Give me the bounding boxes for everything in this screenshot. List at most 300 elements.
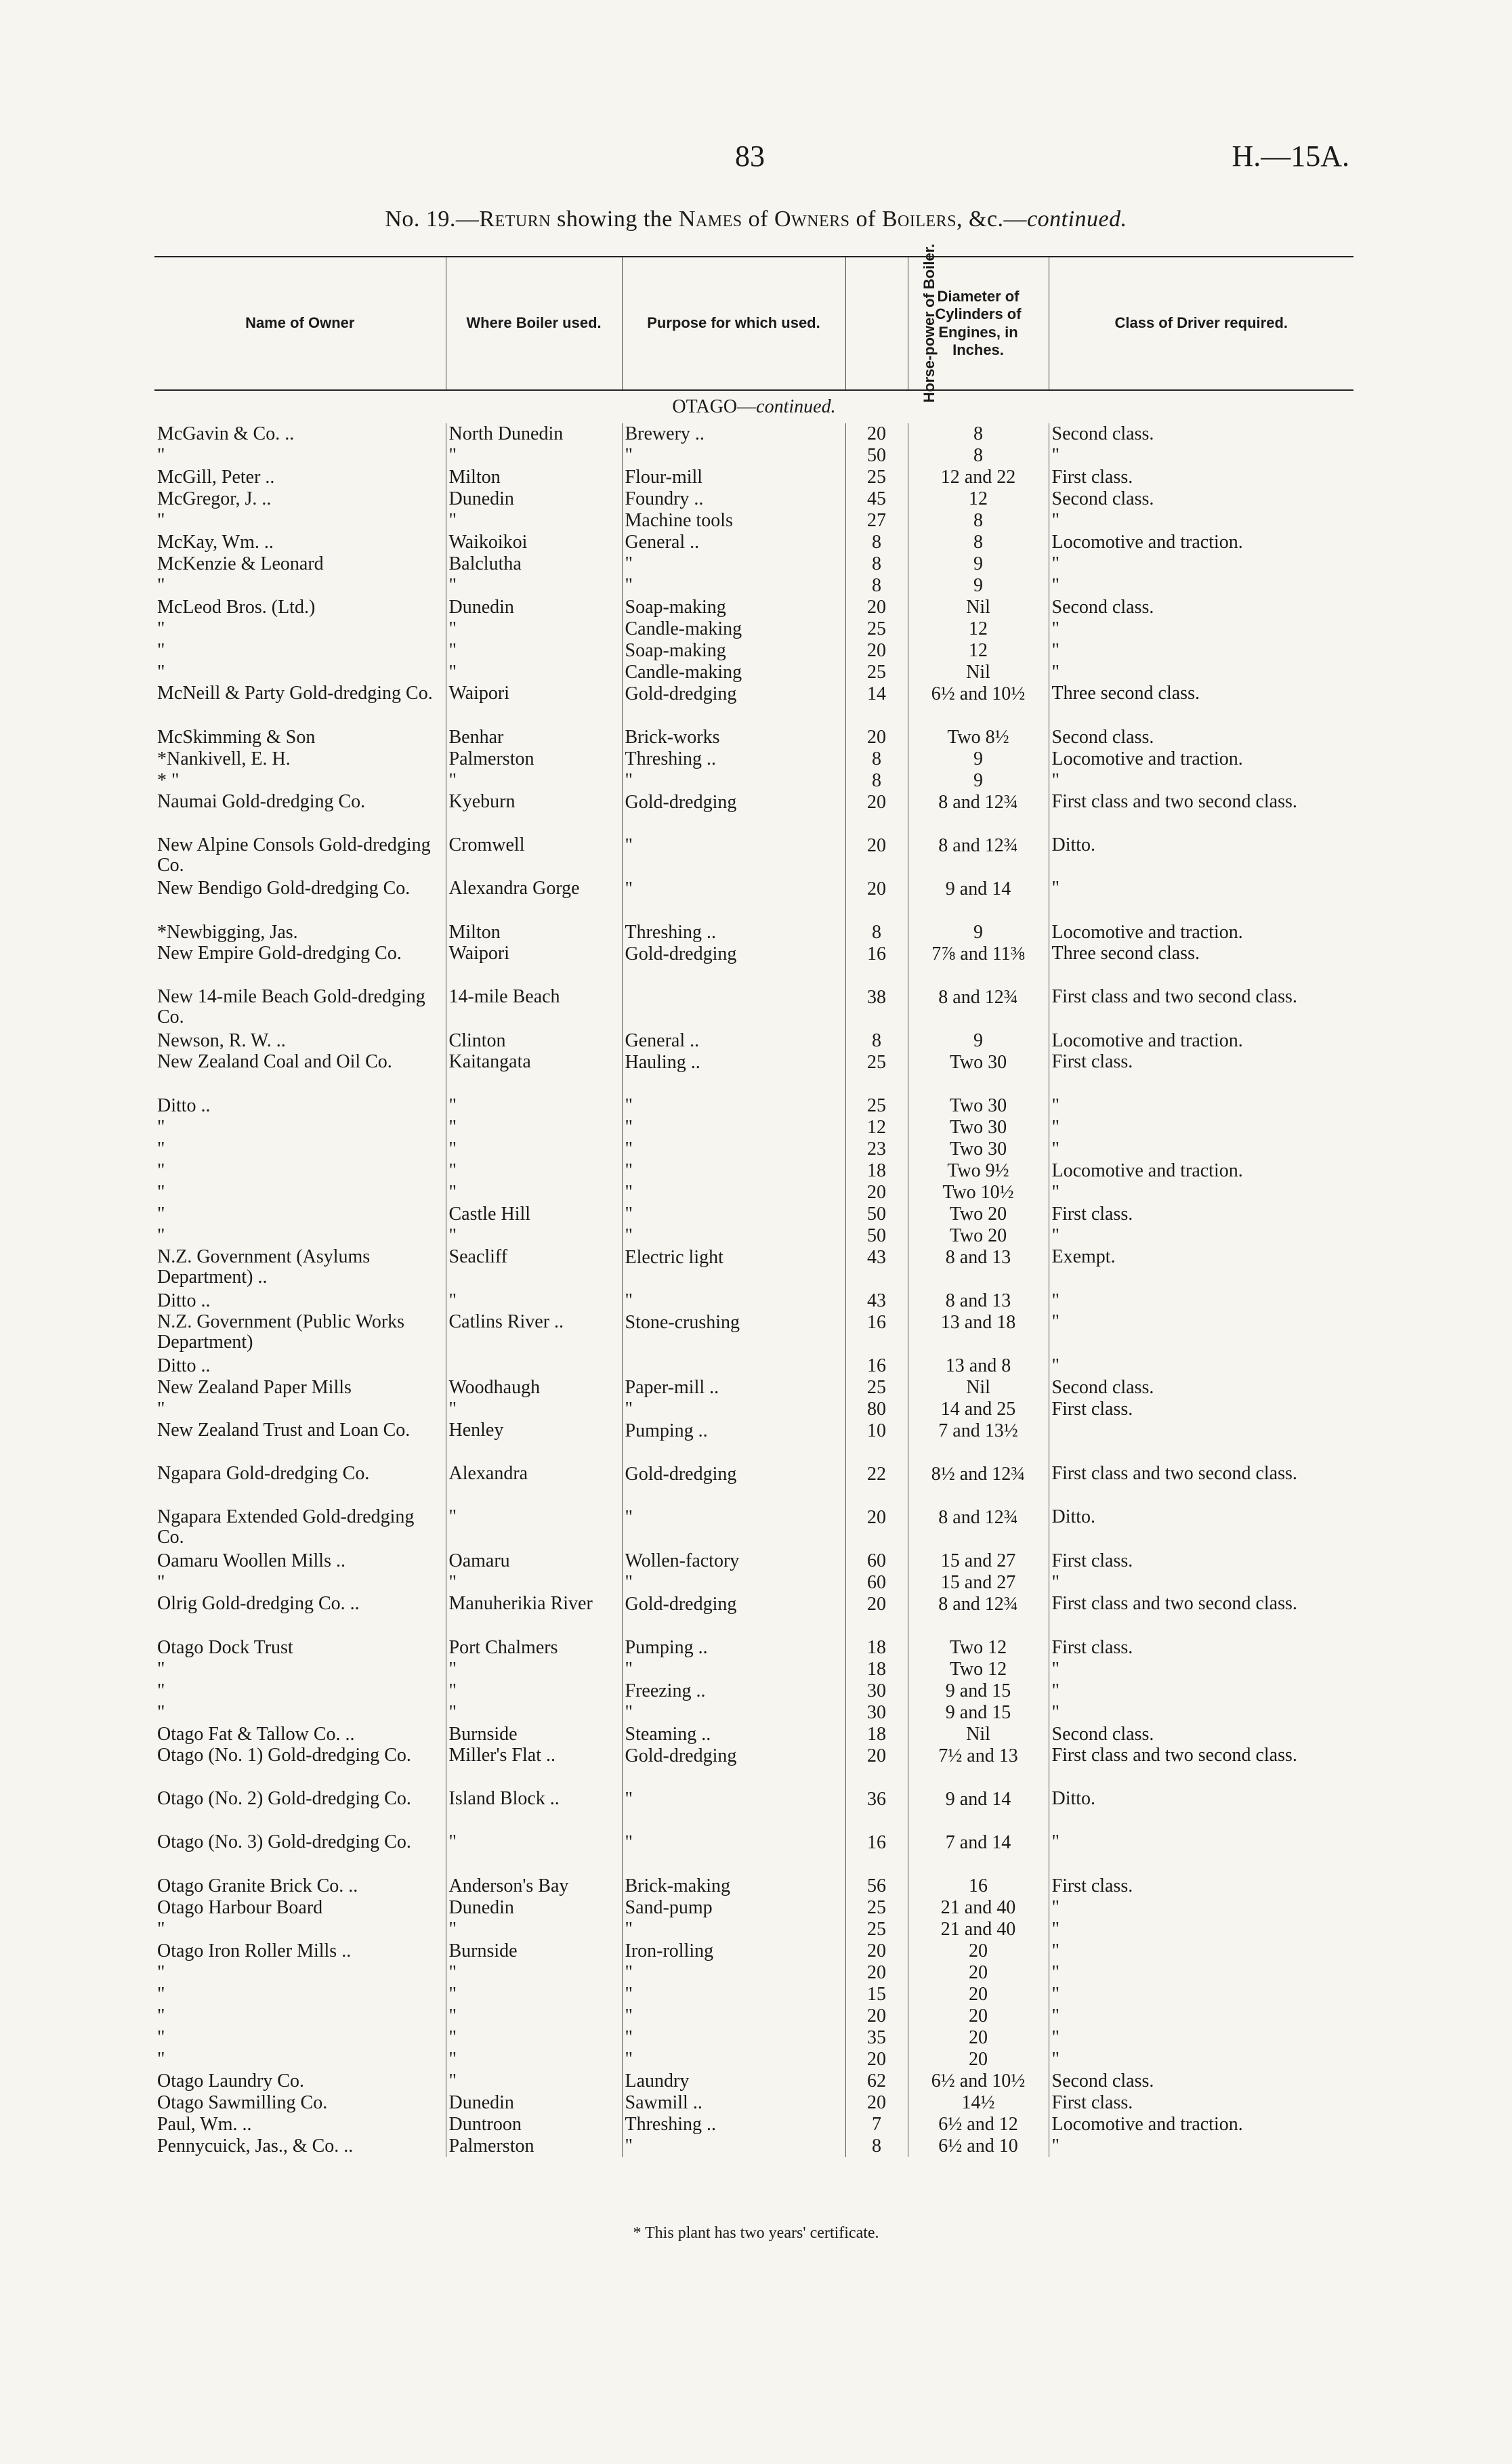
cell-owner: McLeod Bros. (Ltd.)	[157, 597, 316, 618]
cell-hp: 38	[845, 987, 908, 1030]
table-row	[154, 575, 1353, 597]
cell-dia: 20	[908, 2005, 1049, 2027]
cell-dia: 8½ and 12¾	[908, 1464, 1049, 1507]
cell-cls: Locomotive and traction.	[1049, 748, 1353, 770]
cell-where: Castle Hill	[446, 1204, 622, 1225]
cell-purpose: Wollen-factory	[622, 1550, 845, 1572]
cell-owner: "	[157, 618, 165, 639]
cell-dia: 21 and 40	[908, 1897, 1049, 1919]
cell-dia: Two 20	[908, 1204, 1049, 1225]
cell-where: Balclutha	[446, 553, 622, 575]
cell-owner: New 14-mile Beach Gold-dredging Co.	[157, 987, 425, 1027]
cell-cls: Ditto.	[1049, 835, 1353, 878]
cell-where: Catlins River ..	[446, 1312, 622, 1355]
cell-dia: 12 and 22	[908, 467, 1049, 488]
document-title: No. 19.—Return showing the Names of Owners of Boilers, &c.—continued.	[385, 207, 1127, 232]
cell-where: "	[446, 1182, 622, 1204]
cell-owner: "	[157, 1399, 165, 1420]
cell-purpose: Sawmill ..	[622, 2092, 845, 2114]
boiler-returns-table	[154, 244, 1353, 2157]
cell-where: Benhar	[446, 727, 622, 748]
cell-cls: "	[1049, 1182, 1353, 1204]
table-row	[154, 878, 1353, 922]
cell-cls: Second class.	[1049, 423, 1353, 445]
cell-owner: "	[157, 1962, 165, 1983]
cell-cls: "	[1049, 553, 1353, 575]
cell-purpose: "	[622, 1204, 845, 1225]
cell-where: "	[446, 662, 622, 683]
cell-where: Milton	[446, 467, 622, 488]
cell-where: "	[446, 1572, 622, 1594]
cell-where: "	[446, 1962, 622, 1984]
cell-purpose: Gold-dredging	[622, 1594, 845, 1637]
table-row	[154, 1962, 1353, 1984]
cell-purpose: "	[622, 1095, 845, 1117]
cell-dia: Two 30	[908, 1117, 1049, 1139]
cell-dia: Two 10½	[908, 1182, 1049, 1204]
table-row	[154, 1377, 1353, 1399]
table-row	[154, 2005, 1353, 2027]
table-row	[154, 1875, 1353, 1897]
cell-purpose: Soap-making	[622, 640, 845, 662]
cell-dia: Two 12	[908, 1637, 1049, 1659]
cell-cls: First class.	[1049, 1875, 1353, 1897]
cell-owner: "	[157, 1160, 165, 1181]
cell-purpose: Brick-making	[622, 1875, 845, 1897]
table-row	[154, 1594, 1353, 1637]
table-row	[154, 1204, 1353, 1225]
cell-cls: "	[1049, 1702, 1353, 1724]
table-row	[154, 922, 1353, 943]
cell-where: "	[446, 2049, 622, 2070]
cell-owner: Newson, R. W. ..	[157, 1030, 286, 1051]
cell-where: "	[446, 1659, 622, 1680]
cell-cls: Exempt.	[1049, 1247, 1353, 1290]
cell-hp: 8	[845, 770, 908, 792]
cell-cls: "	[1049, 1940, 1353, 1962]
cell-hp: 16	[845, 943, 908, 987]
cell-owner: "	[157, 1139, 165, 1160]
cell-cls: "	[1049, 770, 1353, 792]
cell-cls: Ditto.	[1049, 1789, 1353, 1832]
cell-hp: 16	[845, 1355, 908, 1377]
cell-hp: 23	[845, 1139, 908, 1160]
cell-dia: 12	[908, 488, 1049, 510]
cell-purpose: Gold-dredging	[622, 792, 845, 835]
table-row	[154, 618, 1353, 640]
cell-dia: Nil	[908, 1724, 1049, 1745]
cell-dia: 9 and 15	[908, 1680, 1049, 1702]
table-row	[154, 2049, 1353, 2070]
cell-hp: 20	[845, 1182, 908, 1204]
cell-dia: 14½	[908, 2092, 1049, 2114]
cell-dia: 8 and 13	[908, 1247, 1049, 1290]
cell-cls: "	[1049, 618, 1353, 640]
cell-where: Henley	[446, 1420, 622, 1464]
cell-cls: First class and two second class.	[1049, 987, 1353, 1030]
cell-cls: "	[1049, 1832, 1353, 1875]
table-row	[154, 2114, 1353, 2136]
cell-where	[446, 1355, 622, 1377]
document-reference: H.—15A.	[1232, 140, 1349, 173]
cell-hp: 20	[845, 2005, 908, 2027]
cell-owner: "	[157, 1182, 165, 1203]
table-row	[154, 488, 1353, 510]
cell-dia: 6½ and 10	[908, 2136, 1049, 2157]
region-heading-row	[154, 390, 1353, 423]
cell-hp: 20	[845, 2049, 908, 2070]
cell-where: Kyeburn	[446, 792, 622, 835]
cell-cls: Second class.	[1049, 597, 1353, 618]
cell-purpose: Gold-dredging	[622, 1464, 845, 1507]
cell-where: "	[446, 1702, 622, 1724]
table-row	[154, 2027, 1353, 2049]
cell-purpose: "	[622, 1984, 845, 2005]
header-purpose: Purpose for which used.	[622, 257, 845, 390]
cell-where: "	[446, 1399, 622, 1420]
cell-purpose: Steaming ..	[622, 1724, 845, 1745]
cell-dia: 8	[908, 510, 1049, 532]
cell-where: Dunedin	[446, 1897, 622, 1919]
cell-purpose: Hauling ..	[622, 1052, 845, 1095]
cell-hp: 50	[845, 445, 908, 467]
table-row	[154, 1464, 1353, 1507]
table-row	[154, 727, 1353, 748]
cell-dia: 20	[908, 1940, 1049, 1962]
cell-owner: "	[157, 662, 165, 683]
cell-owner: Otago (No. 2) Gold-dredging Co.	[157, 1789, 411, 1809]
cell-purpose: Gold-dredging	[622, 943, 845, 987]
cell-hp: 8	[845, 1030, 908, 1052]
cell-dia: 21 and 40	[908, 1919, 1049, 1940]
cell-purpose: "	[622, 1160, 845, 1182]
cell-purpose: Machine tools	[622, 510, 845, 532]
cell-purpose: "	[622, 1182, 845, 1204]
cell-hp: 20	[845, 878, 908, 922]
cell-hp: 18	[845, 1637, 908, 1659]
cell-where: Dunedin	[446, 597, 622, 618]
cell-cls: "	[1049, 1680, 1353, 1702]
cell-purpose: "	[622, 2005, 845, 2027]
table-row	[154, 1247, 1353, 1290]
cell-where: Burnside	[446, 1724, 622, 1745]
cell-dia: 20	[908, 1984, 1049, 2005]
cell-purpose: Pumping ..	[622, 1420, 845, 1464]
table-row	[154, 423, 1353, 445]
cell-where: "	[446, 2070, 622, 2092]
cell-dia: 8	[908, 532, 1049, 553]
cell-hp: 30	[845, 1680, 908, 1702]
cell-purpose: Stone-crushing	[622, 1312, 845, 1355]
cell-owner: Ngapara Gold-dredging Co.	[157, 1464, 370, 1484]
table-row	[154, 2070, 1353, 2092]
region-heading: OTAGO—continued.	[672, 396, 836, 417]
header-class: Class of Driver required.	[1049, 257, 1353, 390]
cell-dia: 7 and 13½	[908, 1420, 1049, 1464]
cell-dia: Two 8½	[908, 727, 1049, 748]
cell-dia: 8 and 12¾	[908, 835, 1049, 878]
cell-purpose: Gold-dredging	[622, 683, 845, 727]
cell-purpose: "	[622, 1832, 845, 1875]
cell-owner: "	[157, 1225, 165, 1246]
cell-where: Woodhaugh	[446, 1377, 622, 1399]
cell-purpose: "	[622, 1507, 845, 1550]
cell-cls: First class and two second class.	[1049, 792, 1353, 835]
cell-owner: *Newbigging, Jas.	[157, 922, 298, 943]
cell-dia: 12	[908, 618, 1049, 640]
cell-purpose: Laundry	[622, 2070, 845, 2092]
cell-purpose: "	[622, 1139, 845, 1160]
cell-owner: Otago Fat & Tallow Co. ..	[157, 1724, 355, 1745]
cell-hp: 8	[845, 922, 908, 943]
table-row	[154, 1117, 1353, 1139]
cell-dia: 8 and 12¾	[908, 1507, 1049, 1550]
cell-where: Manuherikia River	[446, 1594, 622, 1637]
cell-hp: 30	[845, 1702, 908, 1724]
cell-owner: "	[157, 575, 165, 596]
table-row	[154, 1355, 1353, 1377]
cell-dia: 9	[908, 748, 1049, 770]
cell-dia: 7 and 14	[908, 1832, 1049, 1875]
table-row	[154, 1702, 1353, 1724]
cell-dia: 16	[908, 1875, 1049, 1897]
cell-hp: 50	[845, 1225, 908, 1247]
cell-cls: "	[1049, 640, 1353, 662]
cell-owner: Olrig Gold-dredging Co. ..	[157, 1594, 360, 1614]
header-owner: Name of Owner	[154, 257, 446, 390]
cell-hp: 20	[845, 1940, 908, 1962]
cell-hp: 56	[845, 1875, 908, 1897]
cell-owner: Otago Iron Roller Mills ..	[157, 1940, 352, 1961]
cell-cls: Second class.	[1049, 2070, 1353, 2092]
cell-purpose: Soap-making	[622, 597, 845, 618]
cell-cls: "	[1049, 1139, 1353, 1160]
table-row	[154, 1789, 1353, 1832]
cell-where: Palmerston	[446, 748, 622, 770]
table-row	[154, 1637, 1353, 1659]
table-row	[154, 1745, 1353, 1789]
cell-owner: Ngapara Extended Gold-dredging Co.	[157, 1507, 415, 1548]
cell-dia: 20	[908, 1962, 1049, 1984]
cell-hp: 25	[845, 1095, 908, 1117]
cell-hp: 80	[845, 1399, 908, 1420]
cell-cls: Three second class.	[1049, 683, 1353, 727]
cell-dia: 14 and 25	[908, 1399, 1049, 1420]
cell-where: "	[446, 510, 622, 532]
cell-hp: 15	[845, 1984, 908, 2005]
cell-owner: Otago Harbour Board	[157, 1897, 323, 1918]
cell-cls: Second class.	[1049, 488, 1353, 510]
table-row	[154, 1572, 1353, 1594]
table-row	[154, 1507, 1353, 1550]
cell-dia: Two 12	[908, 1659, 1049, 1680]
cell-dia: Two 30	[908, 1052, 1049, 1095]
cell-hp: 20	[845, 1745, 908, 1789]
cell-hp: 50	[845, 1204, 908, 1225]
cell-where: "	[446, 1919, 622, 1940]
cell-purpose: "	[622, 878, 845, 922]
cell-dia: 7½ and 13	[908, 1745, 1049, 1789]
cell-hp: 20	[845, 597, 908, 618]
cell-dia: 20	[908, 2049, 1049, 2070]
cell-purpose: Threshing ..	[622, 2114, 845, 2136]
cell-where: North Dunedin	[446, 423, 622, 445]
cell-purpose: Pumping ..	[622, 1637, 845, 1659]
cell-purpose: Candle-making	[622, 662, 845, 683]
table-row	[154, 748, 1353, 770]
cell-dia: 6½ and 12	[908, 2114, 1049, 2136]
cell-where: "	[446, 1984, 622, 2005]
table-row	[154, 662, 1353, 683]
cell-owner: "	[157, 1117, 165, 1138]
cell-where: "	[446, 1832, 622, 1875]
table-row	[154, 553, 1353, 575]
cell-owner: *Nankivell, E. H.	[157, 748, 291, 769]
cell-where: Duntroon	[446, 2114, 622, 2136]
table-row	[154, 1832, 1353, 1875]
cell-purpose: "	[622, 553, 845, 575]
cell-hp: 62	[845, 2070, 908, 2092]
footnote: * This plant has two years' certificate.	[633, 2224, 879, 2242]
cell-purpose: "	[622, 1702, 845, 1724]
cell-dia: Nil	[908, 662, 1049, 683]
cell-purpose: "	[622, 835, 845, 878]
cell-dia: 8 and 12¾	[908, 792, 1049, 835]
cell-where: "	[446, 1225, 622, 1247]
table-row	[154, 987, 1353, 1030]
cell-where: Port Chalmers	[446, 1637, 622, 1659]
cell-owner: "	[157, 1702, 165, 1723]
cell-where: "	[446, 618, 622, 640]
cell-purpose: "	[622, 2027, 845, 2049]
cell-cls: "	[1049, 510, 1353, 532]
cell-dia: 8	[908, 445, 1049, 467]
cell-where: "	[446, 2005, 622, 2027]
cell-hp: 27	[845, 510, 908, 532]
cell-hp: 36	[845, 1789, 908, 1832]
table-row	[154, 1052, 1353, 1095]
table-row	[154, 1984, 1353, 2005]
cell-hp: 18	[845, 1659, 908, 1680]
cell-hp: 20	[845, 835, 908, 878]
cell-owner: "	[157, 2027, 165, 2048]
table-row	[154, 1680, 1353, 1702]
table-row	[154, 2136, 1353, 2157]
cell-purpose: "	[622, 1919, 845, 1940]
header-horsepower: Horse-power of Boiler.	[845, 257, 908, 390]
cell-owner: Otago Sawmilling Co.	[157, 2092, 328, 2113]
cell-cls: "	[1049, 1355, 1353, 1377]
cell-hp: 10	[845, 1420, 908, 1464]
header-where: Where Boiler used.	[446, 257, 622, 390]
cell-cls: First class.	[1049, 1204, 1353, 1225]
cell-owner: New Zealand Trust and Loan Co.	[157, 1420, 411, 1441]
cell-dia: Two 30	[908, 1095, 1049, 1117]
cell-hp: 25	[845, 662, 908, 683]
cell-hp: 8	[845, 553, 908, 575]
table-row	[154, 1420, 1353, 1464]
cell-dia: 9 and 15	[908, 1702, 1049, 1724]
table-row	[154, 1659, 1353, 1680]
cell-cls	[1049, 1420, 1353, 1464]
table-row	[154, 1095, 1353, 1117]
cell-owner: "	[157, 2049, 165, 2070]
cell-dia: 8 and 12¾	[908, 987, 1049, 1030]
cell-purpose: Iron-rolling	[622, 1940, 845, 1962]
table-row	[154, 770, 1353, 792]
cell-cls: Locomotive and traction.	[1049, 1030, 1353, 1052]
cell-where: "	[446, 770, 622, 792]
cell-purpose: Electric light	[622, 1247, 845, 1290]
cell-where: "	[446, 2027, 622, 2049]
cell-hp: 45	[845, 488, 908, 510]
cell-owner: McNeill & Party Gold-dredging Co.	[157, 683, 433, 704]
cell-owner: "	[157, 1680, 165, 1701]
table-row	[154, 640, 1353, 662]
cell-purpose: Candle-making	[622, 618, 845, 640]
cell-hp: 20	[845, 1594, 908, 1637]
cell-dia: 9 and 14	[908, 878, 1049, 922]
table-row	[154, 597, 1353, 618]
cell-hp: 8	[845, 748, 908, 770]
cell-where: Milton	[446, 922, 622, 943]
table-row	[154, 1919, 1353, 1940]
cell-dia: 8 and 13	[908, 1290, 1049, 1312]
cell-purpose: "	[622, 445, 845, 467]
cell-cls: "	[1049, 878, 1353, 922]
cell-hp: 20	[845, 1507, 908, 1550]
cell-where: Seacliff	[446, 1247, 622, 1290]
cell-where: Waipori	[446, 943, 622, 987]
cell-purpose: "	[622, 2136, 845, 2157]
cell-where: "	[446, 1290, 622, 1312]
table-row	[154, 1225, 1353, 1247]
cell-purpose: "	[622, 1399, 845, 1420]
table-row	[154, 532, 1353, 553]
cell-purpose: Threshing ..	[622, 748, 845, 770]
cell-where: Alexandra	[446, 1464, 622, 1507]
cell-owner: "	[157, 1572, 165, 1593]
cell-dia: 9	[908, 922, 1049, 943]
cell-cls: "	[1049, 2027, 1353, 2049]
cell-cls: "	[1049, 1572, 1353, 1594]
cell-hp: 14	[845, 683, 908, 727]
cell-where: Dunedin	[446, 488, 622, 510]
cell-where: "	[446, 1095, 622, 1117]
cell-purpose: Gold-dredging	[622, 1745, 845, 1789]
cell-cls: "	[1049, 2049, 1353, 2070]
cell-cls: "	[1049, 1659, 1353, 1680]
cell-where: Waipori	[446, 683, 622, 727]
cell-dia: 9	[908, 770, 1049, 792]
cell-hp: 20	[845, 423, 908, 445]
table-row	[154, 943, 1353, 987]
cell-hp: 18	[845, 1160, 908, 1182]
cell-dia: 6½ and 10½	[908, 683, 1049, 727]
cell-purpose: Flour-mill	[622, 467, 845, 488]
cell-owner: Ditto ..	[157, 1095, 211, 1116]
cell-dia: 9	[908, 553, 1049, 575]
table-row	[154, 1550, 1353, 1572]
cell-where: "	[446, 1160, 622, 1182]
cell-owner: "	[157, 510, 165, 531]
cell-where: Palmerston	[446, 2136, 622, 2157]
cell-purpose: General ..	[622, 1030, 845, 1052]
table-row	[154, 1940, 1353, 1962]
cell-purpose: "	[622, 770, 845, 792]
cell-where: Miller's Flat ..	[446, 1745, 622, 1789]
cell-hp: 35	[845, 2027, 908, 2049]
